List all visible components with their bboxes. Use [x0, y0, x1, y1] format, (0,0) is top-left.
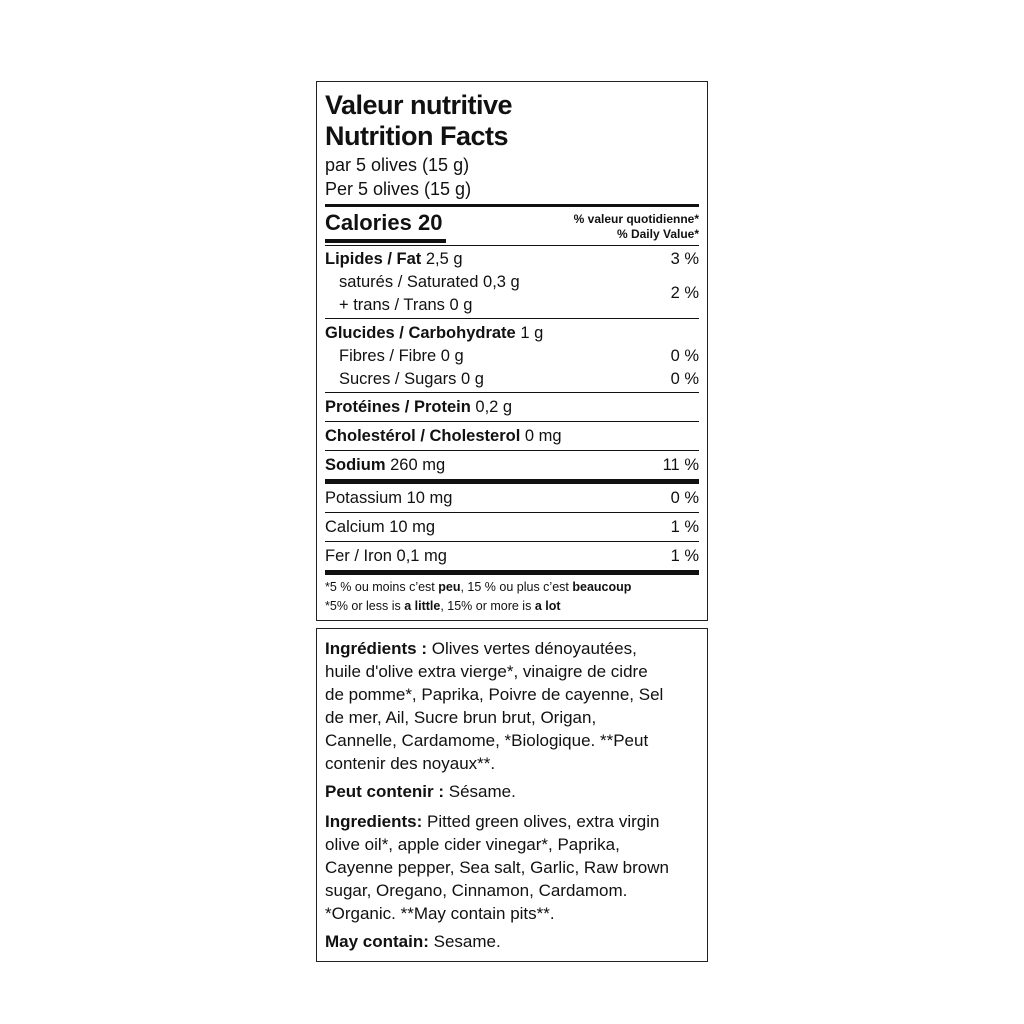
ingredients-fr-line: contenir des noyaux**.: [325, 754, 496, 773]
dv-header-fr: % valeur quotidienne*: [573, 212, 699, 226]
title-fr: Valeur nutritive: [325, 90, 513, 120]
row-potassium: [325, 487, 699, 509]
iron-dv: 1 %: [670, 547, 699, 565]
sat-trans-dv: 2 %: [670, 284, 699, 302]
footnote-en-d: a lot: [534, 599, 561, 613]
ingredients-en-text: Pitted green olives, extra virgin: [422, 812, 660, 831]
ingredients-fr-line: de mer, Ail, Sucre brun brut, Origan,: [325, 708, 597, 727]
may-contain-en-value: Sesame.: [428, 932, 501, 951]
sugars-dv: 0 %: [670, 370, 699, 388]
ingredients-fr: [325, 637, 699, 775]
calcium-amount: 10 mg: [389, 518, 436, 536]
divider-carb: [325, 392, 699, 393]
row-sat-trans-dv: [325, 282, 699, 304]
row-fat: [325, 248, 699, 270]
divider-sodium-thick: [325, 479, 699, 484]
saturated-amount: 0,3 g: [483, 273, 520, 291]
row-sugars: [325, 368, 699, 390]
footnote-fr-a: *5 % ou moins c’est: [325, 580, 439, 594]
protein-label: Protéines / Protein: [325, 398, 471, 416]
divider-serving: [325, 204, 699, 207]
ingredients-en-line: Cayenne pepper, Sea salt, Garlic, Raw brown: [325, 858, 669, 877]
fat-amount: 2,5 g: [425, 250, 463, 268]
row-iron: [325, 545, 699, 567]
trans-label: + trans / Trans: [339, 296, 445, 314]
may-contain-fr: [325, 780, 699, 803]
ingredients-fr-line: [325, 637, 699, 660]
row-cholesterol: [325, 425, 699, 447]
fibre-label: Fibres / Fibre: [339, 347, 437, 365]
sugars-amount: 0 g: [460, 370, 484, 388]
ingredients-fr-line: de pomme*, Paprika, Poivre de cayenne, Sel: [325, 685, 664, 704]
ingredients-en-line: *Organic. **May contain pits**.: [325, 904, 555, 923]
row-fibre: [325, 345, 699, 367]
nutrition-facts-panel: [316, 81, 708, 621]
fibre-dv: 0 %: [670, 347, 699, 365]
cholesterol-amount: 0 mg: [524, 427, 562, 445]
footnote-en: [325, 597, 561, 616]
footnote-en-b: a little: [404, 599, 441, 613]
dv-header-en: % Daily Value*: [616, 227, 699, 241]
may-contain-en: [325, 930, 699, 953]
potassium-label: Potassium: [325, 489, 403, 507]
row-calcium: [325, 516, 699, 538]
ingredients-panel: [316, 628, 708, 962]
carb-amount: 1 g: [520, 324, 544, 342]
fat-dv: 3 %: [670, 250, 699, 268]
trans-amount: 0 g: [449, 296, 473, 314]
title-en: Nutrition Facts: [325, 121, 509, 151]
calories-value: 20: [417, 210, 443, 235]
ingredients-en-label: Ingredients:: [325, 812, 423, 831]
footnote-fr: [325, 578, 631, 597]
ingredients-fr-text: Olives vertes dénoyautées,: [427, 639, 637, 658]
row-carbohydrate: [325, 322, 699, 344]
ingredients-fr-line: Cannelle, Cardamome, *Biologique. **Peut: [325, 731, 649, 750]
divider-calcium: [325, 541, 699, 542]
footnote-en-c: , 15% or more is: [440, 599, 535, 613]
divider-fat: [325, 318, 699, 319]
carb-label: Glucides / Carbohydrate: [325, 324, 516, 342]
potassium-amount: 10 mg: [406, 489, 453, 507]
may-contain-fr-value: Sésame.: [444, 782, 516, 801]
footnote-fr-c: , 15 % ou plus c’est: [460, 580, 573, 594]
calories: [325, 210, 442, 236]
calcium-dv: 1 %: [670, 518, 699, 536]
calories-label: Calories: [325, 210, 412, 235]
divider-protein: [325, 421, 699, 422]
sodium-dv: 11 %: [662, 456, 699, 474]
divider-potassium: [325, 512, 699, 513]
fat-label: Lipides / Fat: [325, 250, 422, 268]
sodium-label: Sodium: [325, 456, 386, 474]
divider-calories: [325, 245, 699, 246]
divider-cholesterol: [325, 450, 699, 451]
calories-underline: [325, 239, 446, 243]
potassium-dv: 0 %: [670, 489, 699, 507]
ingredients-en: [325, 810, 699, 925]
ingredients-en-line: sugar, Oregano, Cinnamon, Cardamom.: [325, 881, 628, 900]
serving-en: Per 5 olives (15 g): [325, 179, 472, 199]
ingredients-en-line: olive oil*, apple cider vinegar*, Paprika,: [325, 835, 620, 854]
cholesterol-label: Cholestérol / Cholesterol: [325, 427, 521, 445]
serving-fr: par 5 olives (15 g): [325, 155, 470, 175]
may-contain-fr-label: Peut contenir :: [325, 782, 445, 801]
sodium-amount: 260 mg: [390, 456, 446, 474]
row-sodium: [325, 454, 699, 476]
sugars-label: Sucres / Sugars: [339, 370, 457, 388]
ingredients-en-line: [325, 810, 699, 833]
row-protein: [325, 396, 699, 418]
protein-amount: 0,2 g: [475, 398, 513, 416]
footnote-fr-b: peu: [438, 580, 461, 594]
calcium-label: Calcium: [325, 518, 385, 536]
iron-amount: 0,1 mg: [396, 547, 447, 565]
may-contain-en-label: May contain:: [325, 932, 429, 951]
ingredients-fr-label: Ingrédients :: [325, 639, 428, 658]
fibre-amount: 0 g: [440, 347, 464, 365]
divider-iron-thick: [325, 570, 699, 575]
footnote-fr-d: beaucoup: [572, 580, 632, 594]
daily-value-header: [574, 212, 699, 242]
saturated-label: saturés / Saturated: [339, 273, 479, 291]
iron-label: Fer / Iron: [325, 547, 392, 565]
footnote-en-a: *5% or less is: [325, 599, 405, 613]
ingredients-fr-line: huile d'olive extra vierge*, vinaigre de cidre: [325, 662, 648, 681]
